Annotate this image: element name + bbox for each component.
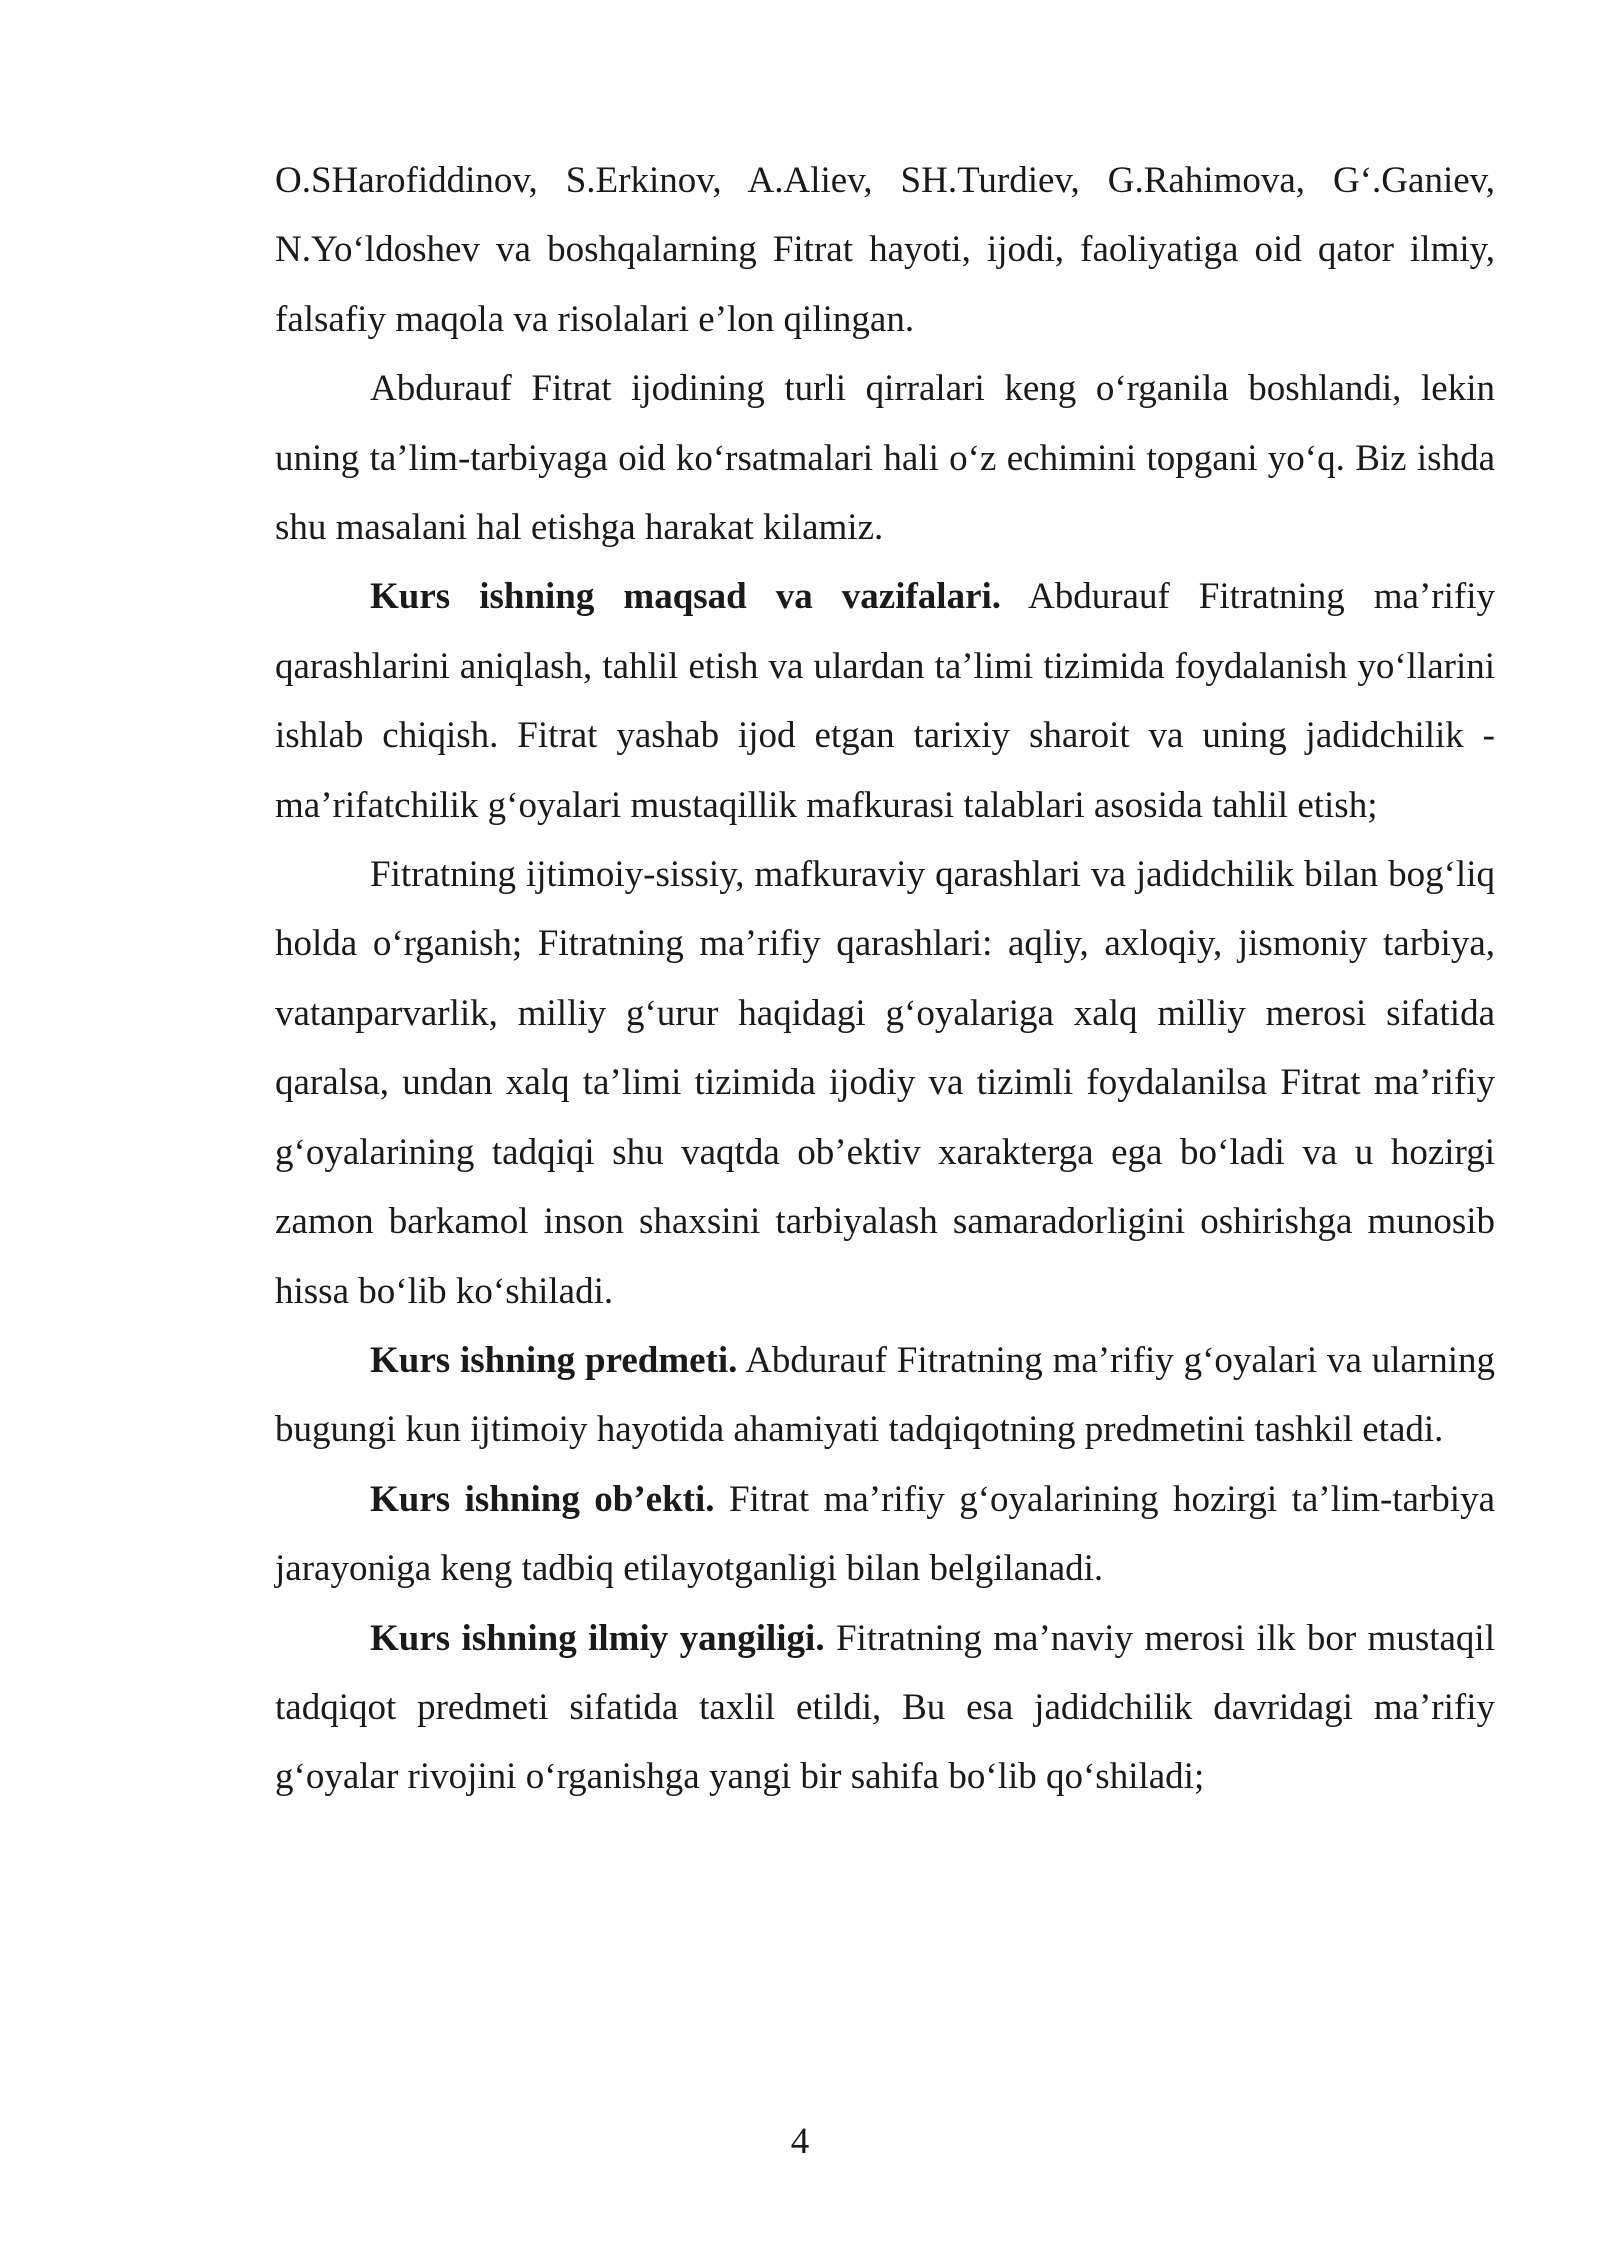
paragraph-subject — [275, 1326, 1495, 1465]
paragraph-text: Abdurauf Fitratning ma’rifiy qarashlarini aniqlash, tahlil etish va ulardan ta’limi tizimida foydalanish yo‘llarini ishlab chiqish. Fitrat yashab ijod etgan tarixiy sharoit va uning jadidchilik - ma’rifatchilik g‘oyalari mustaqillik mafkurasi talablari asosida tahlil etish; — [275, 576, 1495, 826]
paragraph-research-gap — [275, 354, 1495, 562]
paragraph-text: O.SHarofiddinov, S.Erkinov, A.Aliev, SH.Turdiev, G.Rahimova, G‘.Ganiev, N.Yo‘ldoshev va boshqalarning Fitrat hayoti, ijodi, faoliyatiga oid qator ilmiy, falsafiy maqola va risolalari e’lon qilingan. — [275, 160, 1495, 340]
paragraph-text: Abdurauf Fitrat ijodining turli qirralari keng o‘rganila boshlandi, lekin uning ta’lim-tarbiyaga oid ko‘rsatmalari hali o‘z echimini topgani yo‘q. Biz ishda shu masalani hal etishga harakat kilamiz. — [275, 368, 1495, 549]
paragraph-views — [275, 840, 1495, 1326]
paragraph-object — [275, 1465, 1495, 1604]
paragraph-lead-novelty: Kurs ishning ilmiy yangiligi. — [370, 1617, 825, 1659]
page-number: 4 — [790, 2121, 810, 2162]
paragraph-goals — [275, 562, 1495, 840]
paragraph-text: Fitratning ijtimoiy-sissiy, mafkuraviy qarashlari va jadidchilik bilan bog‘liq holda o‘rganish; Fitratning ma’rifiy qarashlari: aqliy, axloqiy, jismoniy tarbiya, vatanparvarlik, milliy g‘urur haqidagi g‘oyalariga xalq milliy merosi sifatida qaralsa, undan xalq ta’limi tizimida ijodiy va tizimli foydalanilsa Fitrat ma’rifiy g‘oyalarining tadqiqi shu vaqtda ob’ektiv xarakterga ega bo‘ladi va u hozirgi zamon barkamol inson shaxsini tarbiyalash samaradorligini oshirishga munosib hissa bo‘lib ko‘shiladi. — [275, 854, 1495, 1312]
body-text — [275, 146, 1495, 1812]
paragraph-lead-object: Kurs ishning ob’ekti. — [370, 1478, 715, 1520]
paragraph-text: Fitrat ma’rifiy g‘oyalarining hozirgi ta’lim-tarbiya jarayoniga keng tadbiq etilayotganligi bilan belgilanadi. — [275, 1478, 1495, 1590]
paragraph-novelty — [275, 1604, 1495, 1812]
paragraph-lead-goals: Kurs ishning maqsad va vazifalari. — [370, 576, 1002, 618]
paragraph-text: Fitratning ma’naviy merosi ilk bor mustaqil tadqiqot predmeti sifatida taxlil etildi, Bu esa jadidchilik davridagi ma’rifiy g‘oyalar rivojini o‘rganishga yangi bir sahifa bo‘lib qo‘shiladi; — [275, 1617, 1495, 1798]
paragraph-lead-subject: Kurs ishning predmeti. — [370, 1339, 738, 1381]
paragraph-authors — [275, 146, 1495, 354]
paragraph-text: Abdurauf Fitratning ma’rifiy g‘oyalari va ularning bugungi kun ijtimoiy hayotida ahamiyati tadqiqotning predmetini tashkil etadi. — [275, 1339, 1496, 1451]
